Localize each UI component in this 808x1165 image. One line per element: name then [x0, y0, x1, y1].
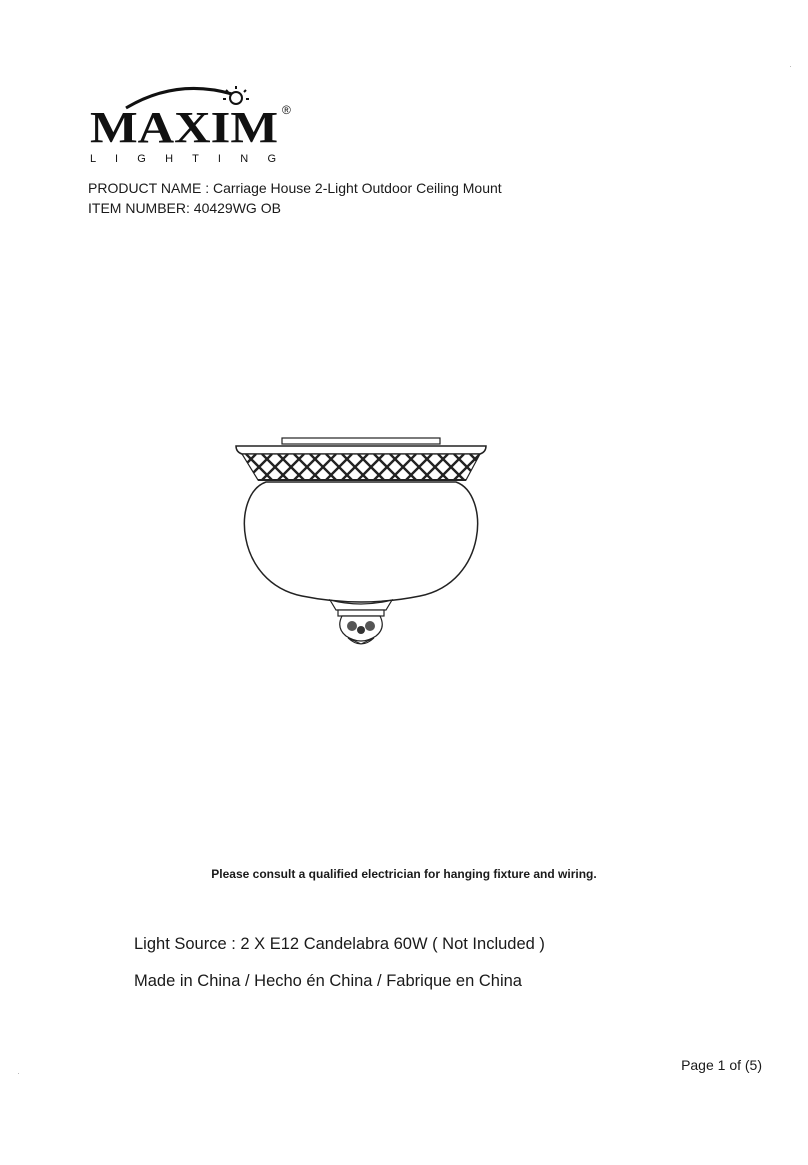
registered-mark: ®	[282, 103, 291, 117]
scan-speck	[790, 66, 791, 67]
product-info	[88, 178, 502, 218]
ceiling-fixture-illustration	[230, 432, 492, 654]
brand-logo	[86, 78, 306, 170]
item-number: ITEM NUMBER: 40429WG OB	[88, 200, 281, 216]
page-number: Page 1 of (5)	[681, 1057, 762, 1073]
product-name: PRODUCT NAME : Carriage House 2-Light Outdoor Ceiling Mount	[88, 180, 502, 196]
brand-subtitle: L I G H T I N G	[90, 153, 276, 165]
sun-gear-icon	[223, 86, 249, 104]
light-source: Light Source : 2 X E12 Candelabra 60W ( Not Included )	[134, 935, 545, 953]
brand-name: MAXIM	[90, 103, 278, 152]
country-of-origin: Made in China / Hecho én China / Fabrique en China	[134, 972, 522, 990]
ceiling-fixture-icon	[230, 432, 492, 654]
scan-speck	[18, 1073, 19, 1074]
specifications	[134, 926, 545, 1000]
maxim-logo-icon	[86, 78, 306, 170]
electrician-notice: Please consult a qualified electrician for hanging fixture and wiring.	[211, 867, 597, 881]
